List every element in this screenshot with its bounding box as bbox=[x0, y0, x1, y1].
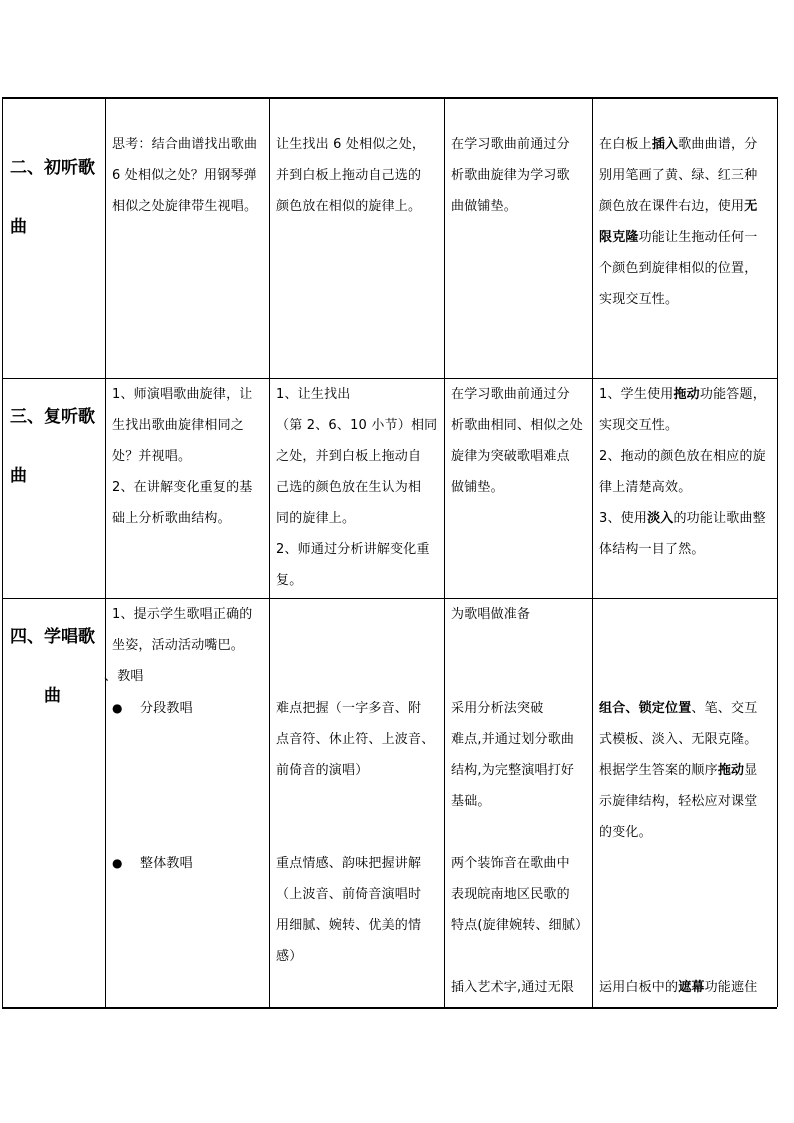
list-item: 整体教唱 bbox=[140, 856, 193, 871]
purpose-cell: 采用分析法突破 难点,并通过划分歌曲 结构,为完整演唱打好 基础。 bbox=[451, 701, 575, 809]
whiteboard-cell: 1、学生使用拖动功能答题， 实现交互性。 2、拖动的颜色放在相应的旋 律上清楚高效。 3、使用淡入的功能让歌曲整 体结构一目了然。 bbox=[599, 387, 766, 557]
column-divider bbox=[592, 97, 593, 1007]
list-item: 分段教唱 bbox=[140, 701, 193, 716]
activity-cell: 思考：结合曲谱找出歌曲 6 处相似之处？用钢琴弹 相似之处旋律带生视唱。 bbox=[112, 137, 258, 214]
table-border-left bbox=[2, 97, 3, 1007]
purpose-cell: 为歌唱做准备 bbox=[451, 607, 531, 622]
bullet-icon: ● bbox=[112, 856, 123, 870]
column-divider bbox=[444, 97, 445, 1007]
stage-title: 四、学唱歌 曲 bbox=[10, 627, 95, 706]
purpose-cell: 在学习歌曲前通过分 析歌曲旋律为学习歌 曲做铺垫。 bbox=[451, 137, 570, 214]
purpose-cell: 在学习歌曲前通过分 析歌曲相同、相似之处 旋律为突破歌唱难点 做铺垫。 bbox=[451, 387, 584, 495]
activity-cell: 1、提示学生歌唱正确的 坐姿，活动活动嘴巴。 bbox=[112, 607, 253, 653]
column-divider bbox=[105, 97, 106, 1007]
column-divider bbox=[269, 97, 270, 1007]
purpose-cell: 插入艺术字,通过无限 bbox=[451, 980, 575, 995]
student-cell: 重点情感、韵味把握讲解 （上波音、前倚音演唱时 用细腻、婉转、优美的情 感） bbox=[276, 856, 422, 964]
bullet-icon: ● bbox=[112, 701, 123, 715]
whiteboard-cell: 在白板上插入歌曲曲谱，分 别用笔画了黄、绿、红三种 颜色放在课件右边，使用无 限克隆功能让生拖动任何一 个颜色到旋律相似的位置， 实现交互性。 bbox=[599, 137, 758, 307]
stage-title: 三、复听歌 曲 bbox=[10, 407, 95, 486]
student-cell: 让生找出 6 处相似之处， 并到白板上拖动自己选的 颜色放在相似的旋律上。 bbox=[276, 137, 426, 214]
student-cell: 难点把握（一字多音、附 点音符、休止符、上波音、 前倚音的演唱） bbox=[276, 701, 435, 778]
activity-cell: 1、师演唱歌曲旋律，让 生找出歌曲旋律相同之 处？并视唱。 2、在讲解变化重复的基 础上分析歌曲结构。 bbox=[112, 387, 253, 526]
purpose-cell: 两个装饰音在歌曲中 表现皖南地区民歌的 特点(旋律婉转、细腻） bbox=[451, 856, 589, 933]
whiteboard-cell: 组合、锁定位置、笔、交互 式模板、淡入、无限克隆。 根据学生答案的顺序拖动显 示旋律结构，轻松应对课堂 的变化。 bbox=[599, 701, 758, 840]
whiteboard-cell: 运用白板中的遮幕功能遮住 bbox=[599, 980, 758, 995]
stage-title: 二、初听歌 曲 bbox=[10, 158, 95, 237]
student-cell: 1、让生找出 （第 2、6、10 小节）相同 之处，并到白板上拖动自 己选的颜色放在生认为相 同的旋律上。 2、师通过分析讲解变化重 复。 bbox=[276, 387, 438, 588]
table-border-right bbox=[777, 97, 778, 1007]
teaching-heading: 、教唱 bbox=[104, 669, 144, 684]
